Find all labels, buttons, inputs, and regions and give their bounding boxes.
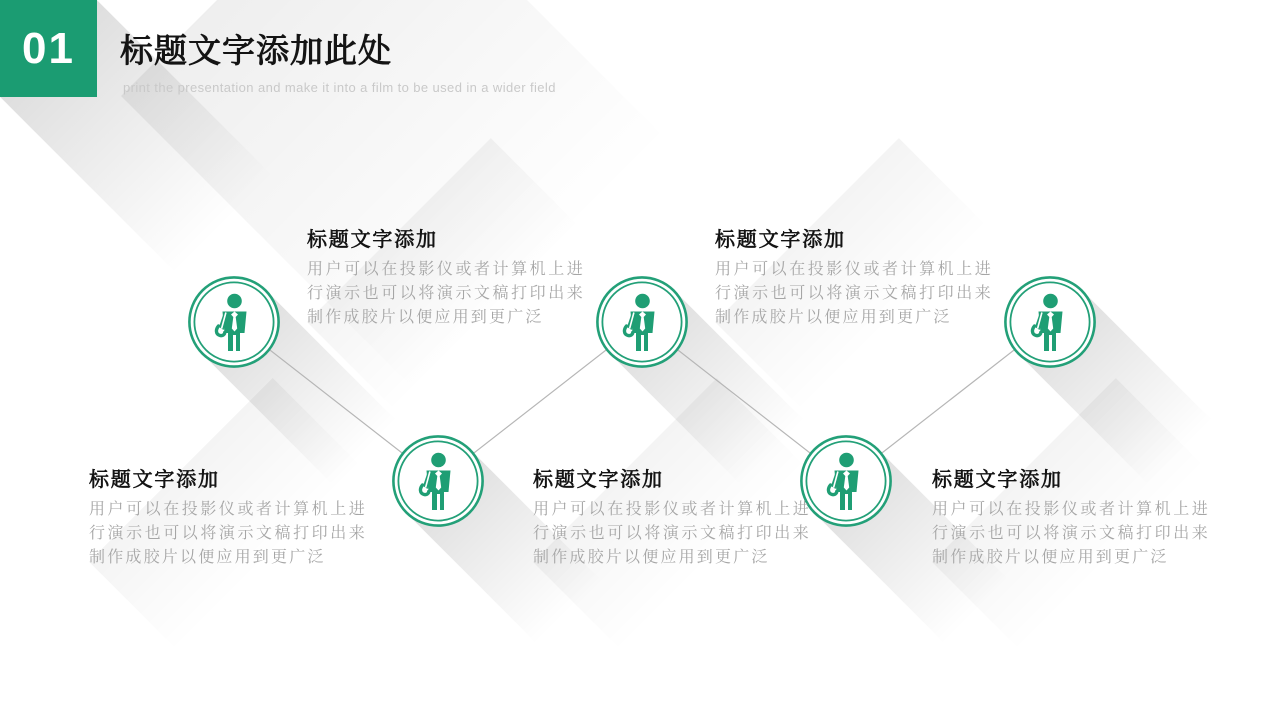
person-icon [596,276,688,368]
node-body: 用户可以在投影仪或者计算机上进行演示也可以将演示文稿打印出来制作成胶片以便应用到更广泛 [307,261,585,326]
section-number: 01 [22,24,75,73]
slide-subtitle: print the presentation and make it into a film to be used in a wider field [123,80,556,95]
node-title: 标题文字添加 [533,469,664,491]
node-text-block-3 [89,468,367,570]
person-icon [1004,276,1096,368]
node-body: 用户可以在投影仪或者计算机上进行演示也可以将演示文稿打印出来制作成胶片以便应用到更广泛 [533,501,811,566]
person-icon [800,435,892,527]
slide-title: 标题文字添加此处 [120,32,392,69]
diagram-node-5 [1004,276,1096,368]
node-text-block-5 [932,468,1210,570]
diagram-node-3 [596,276,688,368]
section-number-box [0,0,97,97]
node-body: 用户可以在投影仪或者计算机上进行演示也可以将演示文稿打印出来制作成胶片以便应用到更广泛 [932,501,1210,566]
node-title: 标题文字添加 [932,469,1063,491]
person-icon [188,276,280,368]
node-text-block-2 [715,228,993,330]
person-icon [392,435,484,527]
diagram-node-2 [392,435,484,527]
node-title: 标题文字添加 [715,229,846,251]
diagram-node-4 [800,435,892,527]
node-body: 用户可以在投影仪或者计算机上进行演示也可以将演示文稿打印出来制作成胶片以便应用到更广泛 [89,501,367,566]
node-body: 用户可以在投影仪或者计算机上进行演示也可以将演示文稿打印出来制作成胶片以便应用到更广泛 [715,261,993,326]
node-text-block-4 [533,468,811,570]
node-title: 标题文字添加 [89,469,220,491]
node-title: 标题文字添加 [307,229,438,251]
node-text-block-1 [307,228,585,330]
diagram-node-1 [188,276,280,368]
